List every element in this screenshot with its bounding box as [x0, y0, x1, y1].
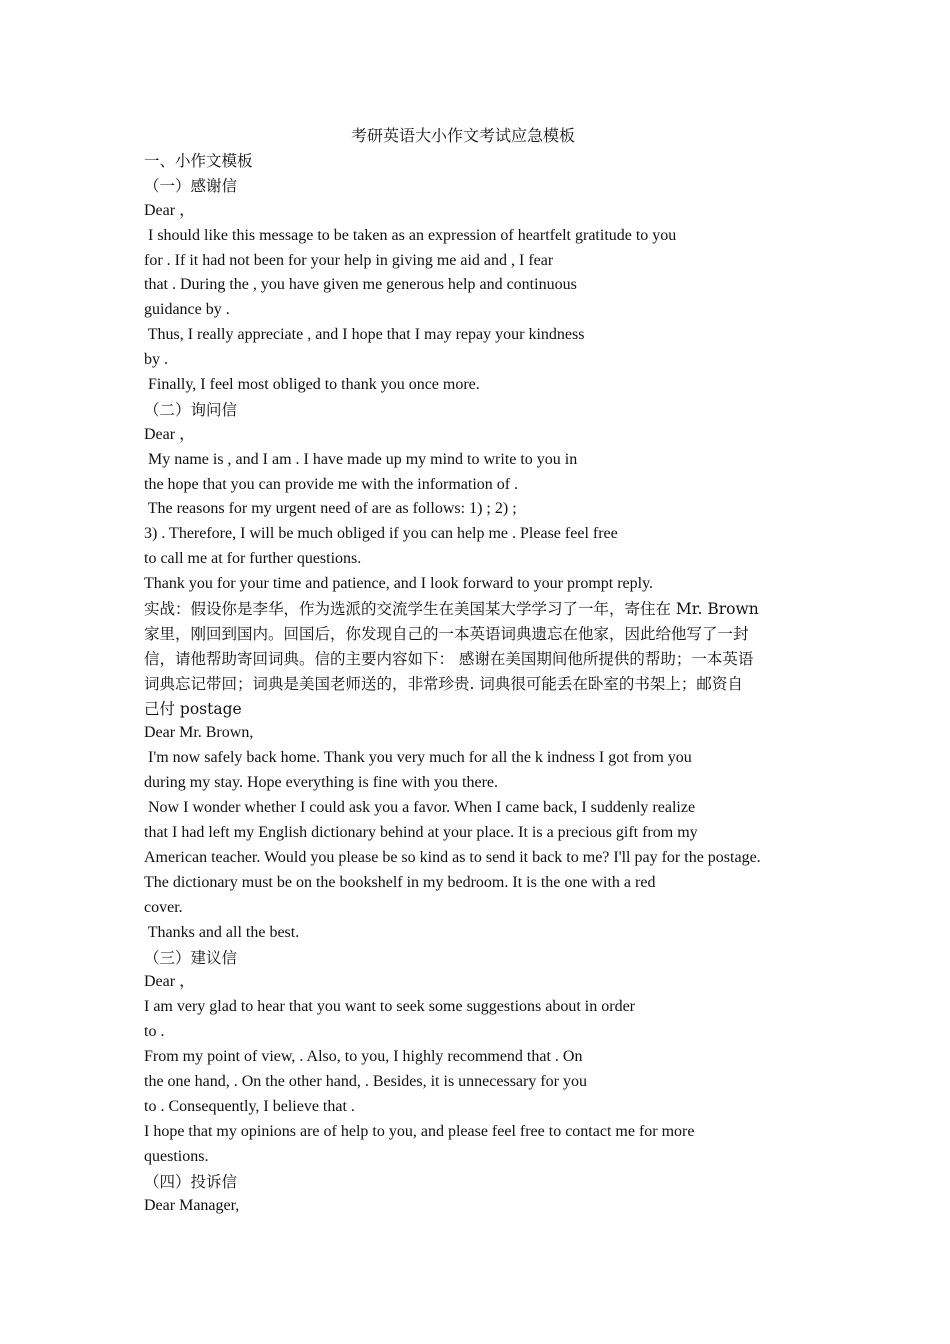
document-body: [144, 149, 824, 1219]
subheading-suggestion-letter: （三）建议信: [144, 948, 238, 967]
body-line: the hope that you can provide me with the information of .: [144, 475, 519, 493]
body-line: Thanks and all the best.: [144, 923, 300, 941]
body-line: cover.: [144, 898, 183, 916]
letter-salutation: Dear ，: [144, 201, 196, 219]
body-line: by .: [144, 351, 168, 369]
body-line: I am very glad to hear that you want to seek some suggestions about in order: [144, 998, 635, 1016]
body-line: Now I wonder whether I could ask you a favor. When I came back, I suddenly realize: [144, 799, 696, 817]
body-line: 3) . Therefore, I will be much obliged if you can help me . Please feel free: [144, 525, 618, 543]
body-line: guidance by .: [144, 301, 230, 319]
body-line: American teacher. Would you please be so kind as to send it back to me? I'll pay for the postage.: [144, 848, 761, 866]
document-title: 考研英语大小作文考试应急模板: [350, 126, 575, 145]
letter-salutation: Dear Mr. Brown,: [144, 724, 254, 742]
practice-prompt-line: 实战：假设你是李华，作为选派的交流学生在美国某大学学习了一年，寄住在 Mr. Brown: [144, 600, 759, 619]
body-line: that . During the , you have given me generous help and continuous: [144, 276, 577, 294]
body-line: Finally, I feel most obliged to thank you once more.: [144, 376, 480, 394]
body-line: during my stay. Hope everything is fine with you there.: [144, 774, 498, 792]
subheading-inquiry-letter: （二）询问信: [144, 400, 238, 419]
body-line: I hope that my opinions are of help to you, and please feel free to contact me for more: [144, 1122, 695, 1140]
practice-prompt-line: 词典忘记带回；词典是美国老师送的，非常珍贵. 词典很可能丢在卧室的书架上；邮资自: [144, 674, 743, 693]
body-line: to .: [144, 1023, 165, 1041]
letter-salutation: Dear Manager,: [144, 1197, 240, 1215]
practice-prompt-line: 信，请他帮助寄回词典。信的主要内容如下： 感谢在美国期间他所提供的帮助；一本英语: [144, 649, 754, 668]
body-line: From my point of view, . Also, to you, I highly recommend that . On: [144, 1048, 583, 1066]
practice-prompt-line: 己付 postage: [144, 699, 242, 718]
body-line: that I had left my English dictionary behind at your place. It is a precious gift from my: [144, 824, 698, 842]
body-line: I should like this message to be taken as an expression of heartfelt gratitude to you: [144, 226, 677, 244]
body-line: The reasons for my urgent need of are as follows: 1) ; 2) ;: [144, 500, 517, 518]
body-line: My name is , and I am . I have made up my mind to write to you in: [144, 450, 578, 468]
body-line: Thus, I really appreciate , and I hope that I may repay your kindness: [144, 326, 585, 344]
body-line: for . If it had not been for your help in giving me aid and , I fear: [144, 251, 554, 269]
subheading-complaint-letter: （四）投诉信: [144, 1172, 238, 1191]
body-line: the one hand, . On the other hand, . Besides, it is unnecessary for you: [144, 1072, 588, 1090]
body-line: The dictionary must be on the bookshelf in my bedroom. It is the one with a red: [144, 873, 656, 891]
letter-salutation: Dear ，: [144, 425, 196, 443]
body-line: questions.: [144, 1147, 209, 1165]
letter-salutation: Dear ，: [144, 973, 196, 991]
body-line: I'm now safely back home. Thank you very much for all the k indness I got from you: [144, 749, 692, 767]
practice-prompt-line: 家里，刚回到国内。回国后，你发现自己的一本英语词典遗忘在他家，因此给他写了一封: [144, 624, 749, 643]
body-line: to call me at for further questions.: [144, 550, 362, 568]
section-heading-small-essay: 一、小作文模板: [144, 152, 253, 170]
subheading-thank-you-letter: （一）感谢信: [144, 176, 238, 195]
body-line: Thank you for your time and patience, and I look forward to your prompt reply.: [144, 575, 654, 593]
body-line: to . Consequently, I believe that .: [144, 1097, 355, 1115]
